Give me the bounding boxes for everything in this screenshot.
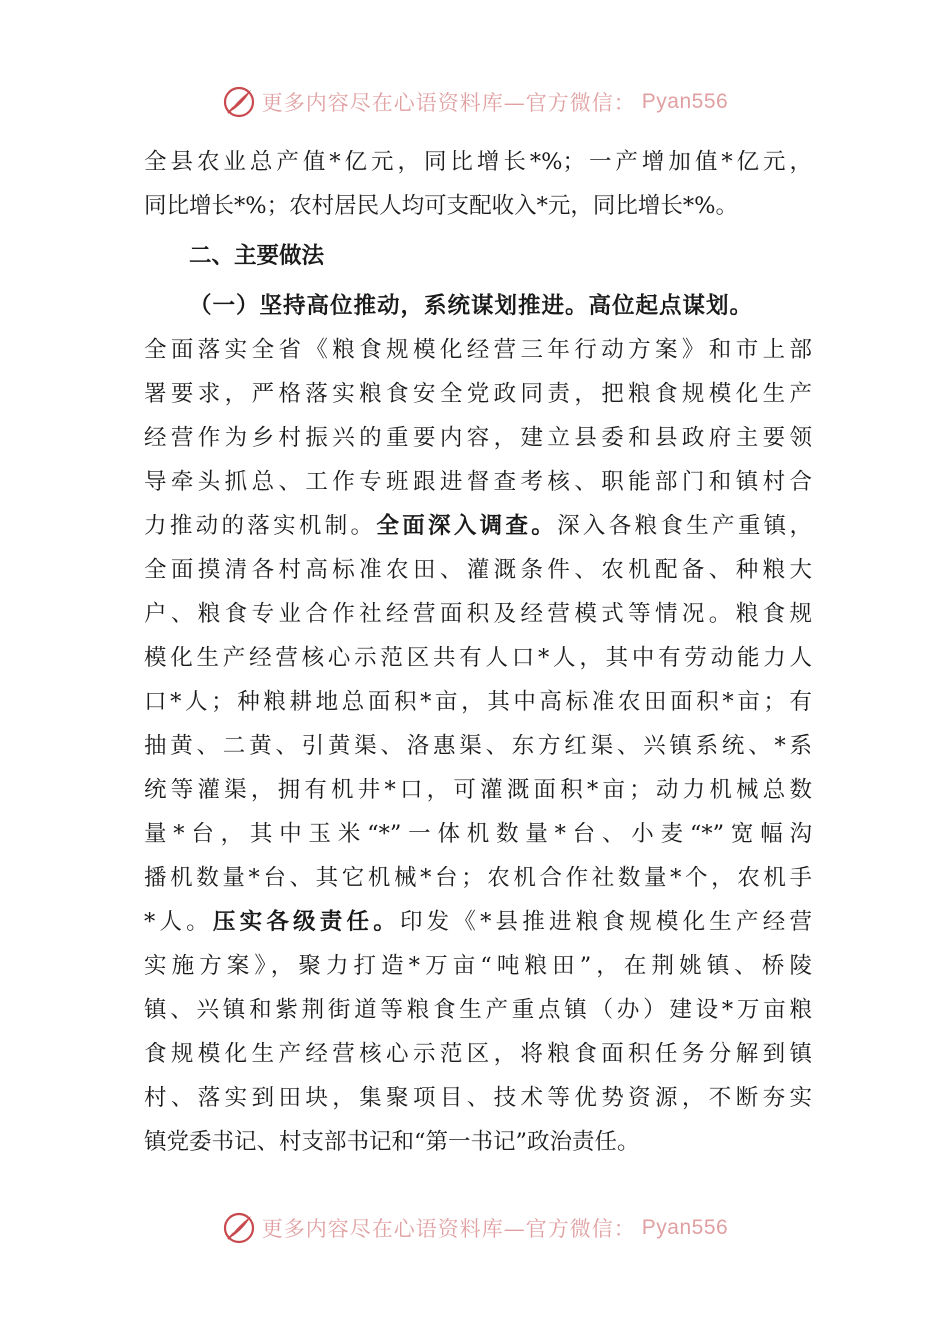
text-line: 全县农业总产值*亿元，同比增长*%；一产增加值*亿元， bbox=[144, 149, 812, 175]
text-line: 统等灌渠，拥有机井*口，可灌溉面积*亩；动力机械总数 bbox=[144, 777, 812, 803]
text-line: 署要求，严格落实粮食安全党政同责，把粮食规模化生产 bbox=[144, 381, 812, 407]
watermark-text: 更多内容尽在心语资料库—官方微信： bbox=[261, 91, 636, 115]
text-segment: *人。 bbox=[144, 909, 213, 935]
text-line: 播机数量*台、其它机械*台；农机合作社数量*个，农机手 bbox=[144, 865, 812, 891]
text-line: 全面摸清各村高标准农田、灌溉条件、农机配备、种粮大 bbox=[144, 557, 812, 583]
watermark-top bbox=[0, 82, 950, 122]
subsection-title: （一）坚持高位推动，系统谋划推进。高位起点谋划。 bbox=[189, 293, 754, 319]
watermark-wechat-id: Pyan556 bbox=[641, 90, 729, 113]
text-line: 镇、兴镇和紫荆街道等粮食生产重点镇（办）建设*万亩粮 bbox=[144, 997, 812, 1023]
text-line: 经营作为乡村振兴的重要内容，建立县委和县政府主要领 bbox=[144, 425, 812, 451]
text-line: 抽黄、二黄、引黄渠、洛惠渠、东方红渠、兴镇系统、*系 bbox=[144, 733, 812, 759]
text-segment: 印发《*县推进粮食规模化生产经营 bbox=[399, 909, 812, 935]
bold-lead-phrase: 全面深入调查。 bbox=[376, 513, 558, 539]
text-segment: 深入各粮食生产重镇， bbox=[557, 513, 812, 539]
bold-lead-phrase: 压实各级责任。 bbox=[212, 909, 400, 935]
text-line: 实施方案》，聚力打造*万亩“吨粮田”，在荆姚镇、桥陵 bbox=[144, 953, 812, 979]
watermark-text: 更多内容尽在心语资料库—官方微信： bbox=[261, 1217, 636, 1241]
text-line: 导牵头抓总、工作专班跟进督查考核、职能部门和镇村合 bbox=[144, 469, 812, 495]
quill-logo-icon bbox=[222, 85, 256, 119]
quill-logo-icon bbox=[222, 1211, 256, 1245]
text-line: 村、落实到田块，集聚项目、技术等优势资源，不断夯实 bbox=[144, 1085, 812, 1111]
text-line: 口*人；种粮耕地总面积*亩，其中高标准农田面积*亩；有 bbox=[144, 689, 812, 715]
watermark-wechat-id: Pyan556 bbox=[641, 1216, 729, 1239]
text-line: 模化生产经营核心示范区共有人口*人，其中有劳动能力人 bbox=[144, 645, 812, 671]
section-heading: 二、主要做法 bbox=[189, 243, 325, 269]
text-line-with-bold bbox=[144, 504, 812, 548]
document-body bbox=[144, 140, 812, 1164]
text-line: 户、粮食专业合作社经营面积及经营模式等情况。粮食规 bbox=[144, 601, 812, 627]
text-line: 镇党委书记、村支部书记和“第一书记”政治责任。 bbox=[144, 1129, 640, 1155]
text-line: 量*台，其中玉米“*”一体机数量*台、小麦“*”宽幅沟 bbox=[144, 821, 812, 847]
watermark-bottom bbox=[0, 1208, 950, 1248]
text-line-with-bold bbox=[144, 900, 812, 944]
text-line: 全面落实全省《粮食规模化经营三年行动方案》和市上部 bbox=[144, 337, 812, 363]
text-line: 食规模化生产经营核心示范区，将粮食面积任务分解到镇 bbox=[144, 1041, 812, 1067]
text-line: 同比增长*%；农村居民人均可支配收入*元，同比增长*%。 bbox=[144, 193, 739, 219]
text-segment: 力推动的落实机制。 bbox=[144, 513, 377, 539]
